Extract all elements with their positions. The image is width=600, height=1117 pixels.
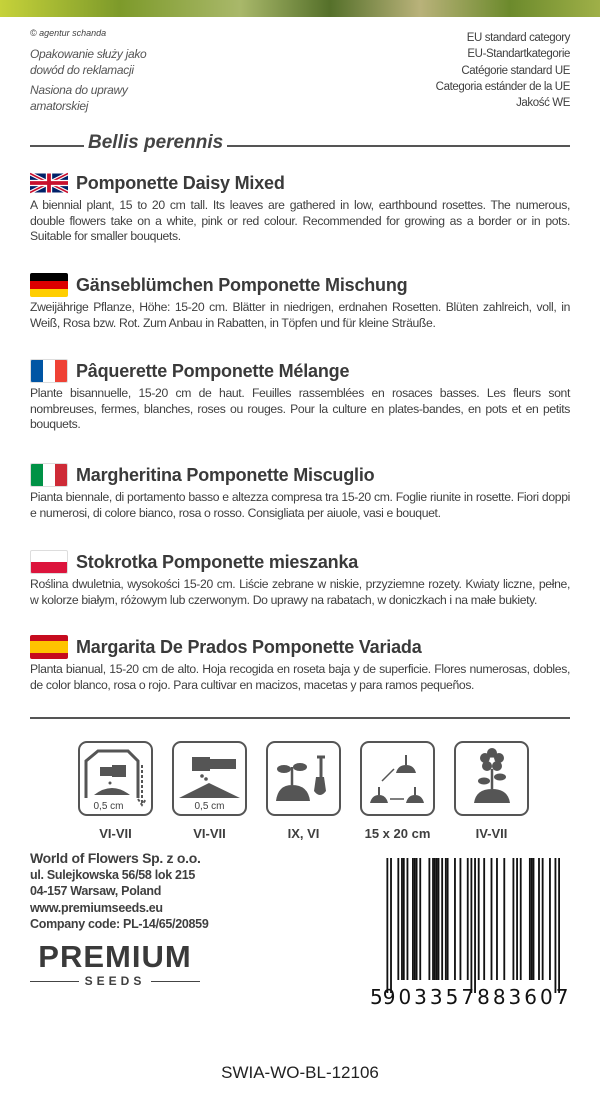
company-info — [30, 850, 208, 933]
barcode-bar — [533, 858, 535, 980]
premium-seeds-logo — [30, 940, 200, 988]
depth-label: 0,5 cm — [194, 801, 225, 812]
barcode-first-digit: 5 — [370, 985, 383, 1009]
barcode-bar — [460, 858, 462, 980]
barcode-bar — [414, 858, 416, 980]
barcode-bar — [483, 858, 485, 980]
icon-label: IX, VI — [287, 826, 320, 841]
barcode-bar — [491, 858, 493, 980]
barcode-bar — [416, 858, 418, 980]
section-text: Zweijährige Pflanze, Höhe: 15-20 cm. Blätter in niedrigen, erdnahen Rosetten. Blüten zahlreich, voll, in Weiß, Rosa bzw. Rot. Zum Anbau in Rabatten, in Töpfen und für kleine Sträuße. — [30, 300, 570, 330]
barcode-bar — [403, 858, 405, 980]
section-title: Margheritina Pomponette Miscuglio — [76, 464, 375, 485]
barcode-bar — [538, 858, 540, 980]
section-text: Plante bisannuelle, 15-20 cm de haut. Feuilles rassemblées en rosaces basses. Les fleurs sont nombreuses, fermes, blanches, roses ou rouges. Pour la culture en plates-bandes, en pots et en petits bouquets. — [30, 386, 570, 431]
barcode-bar — [447, 858, 449, 980]
eu-category-es: Categoria estánder de la UE — [435, 80, 570, 93]
section-fr — [30, 358, 570, 433]
barcode-bar — [516, 858, 518, 980]
barcode-bar — [558, 858, 560, 993]
icon-flowering — [454, 741, 529, 841]
barcode-bar — [496, 858, 498, 980]
section-text: Pianta biennale, di portamento basso e altezza compresa tra 15-20 cm. Foglie riunite in rosette. Fiori doppi e numerosi, di colore bianco, rosa o rosso. Consigliata per aiuole, vasi e bouquet. — [30, 490, 570, 520]
barcode-bar — [467, 858, 469, 980]
barcode-bar — [529, 858, 531, 980]
barcode-bar — [419, 858, 421, 980]
barcode-bar — [434, 858, 436, 980]
italian-flag-icon — [30, 463, 68, 487]
spanish-flag-icon — [30, 635, 68, 659]
icon-label: VI-VII — [99, 826, 132, 841]
barcode-bar — [407, 858, 409, 980]
icon-label: VI-VII — [193, 826, 226, 841]
logo-bottom: SEEDS — [84, 974, 146, 988]
barcode-bar — [555, 858, 557, 993]
eu-category-fr: Catégorie standard UE — [461, 64, 570, 77]
icon-planting-out — [266, 741, 341, 841]
barcode-bar — [438, 858, 440, 980]
section-text: Planta bianual, 15-20 cm de alto. Hoja recogida en roseta baja y de superficie. Flores numerosas, dobles, de color blanco, rosa o rojo. Para cultivar en macizos, macetas y para ramos pequeños. — [30, 662, 570, 692]
icon-label: 15 x 20 cm — [364, 826, 431, 841]
section-title: Stokrotka Pomponette mieszanka — [76, 551, 359, 572]
barcode-bar — [520, 858, 522, 980]
pl-note-2: dowód do reklamacji — [30, 63, 134, 77]
photo-credit: © agentur schanda — [30, 28, 107, 38]
icon-spacing — [360, 741, 435, 841]
depth-label: 0,5 cm — [93, 801, 124, 812]
flowering-icon — [454, 741, 529, 816]
barcode-bar — [478, 858, 480, 980]
icon-sowing-under-cover — [78, 741, 153, 841]
barcode-bar — [390, 858, 392, 993]
icon-label: IV-VII — [475, 826, 508, 841]
section-it — [30, 462, 570, 521]
french-flag-icon — [30, 359, 68, 383]
cultivation-icons — [78, 741, 529, 841]
barcode-bar — [441, 858, 443, 980]
barcode-bars — [370, 858, 560, 993]
section-title: Pomponette Daisy Mixed — [76, 172, 285, 193]
barcode-bar — [397, 858, 399, 980]
eu-category-en: EU standard category — [466, 32, 570, 44]
icon-sowing-outdoor — [172, 741, 247, 841]
barcode-bar — [436, 858, 438, 980]
product-code: SWIA-WO-BL-12106 — [221, 1063, 379, 1082]
section-title: Gänseblümchen Pomponette Mischung — [76, 274, 408, 295]
sowing-outdoor-icon — [172, 741, 247, 816]
pl-note-4: amatorskiej — [30, 99, 89, 113]
barcode-bar — [454, 858, 456, 980]
barcode-bar — [432, 858, 434, 980]
pl-note-1: Opakowanie służy jako — [30, 47, 147, 61]
barcode-left-digits: 903357 — [382, 985, 478, 1009]
company-street: ul. Sulejkowska 56/58 lok 215 — [30, 867, 196, 882]
barcode-bar — [445, 858, 447, 980]
eu-category-de: EU-Standartkategorie — [467, 48, 570, 61]
barcode-bar — [470, 858, 472, 993]
barcode-bar — [531, 858, 533, 980]
uk-flag-icon — [30, 171, 68, 195]
section-es — [30, 634, 570, 693]
barcode-bar — [549, 858, 551, 980]
barcode-bar — [513, 858, 515, 980]
section-en — [30, 170, 570, 245]
barcode-bar — [386, 858, 388, 993]
eu-category-pl: Jakość WE — [516, 97, 570, 110]
section-text: A biennial plant, 15 to 20 cm tall. Its leaves are gathered in low, earthbound rosettes. The numerous, double flowers take on a white, pink or red colour. Recommended for growing as a border or in pots. Suitable for smaller bouquets. — [30, 198, 570, 243]
section-pl — [30, 549, 570, 608]
section-text: Roślina dwuletnia, wysokości 15-20 cm. Liście zebrane w niskie, przyziemne rozety. Kwiaty liczne, pełne, w kolorze białym, różowym lub czerwonym. Do uprawy na rabatach, w doniczkach i na małe bukiety. — [30, 577, 570, 607]
barcode-right-digits: 883607 — [477, 985, 572, 1009]
header-photo-strip — [0, 0, 600, 17]
section-de — [30, 272, 570, 331]
barcode-bar — [401, 858, 403, 980]
sowing-under-cover-icon — [78, 741, 153, 816]
spacing-icon — [360, 741, 435, 816]
company-code: Company code: PL-14/65/20859 — [30, 917, 209, 931]
barcode-bar — [474, 858, 476, 993]
latin-name-heading — [30, 132, 570, 156]
latin-name: Bellis perennis — [84, 132, 227, 154]
barcode — [370, 858, 572, 1009]
section-title: Pâquerette Pomponette Mélange — [76, 360, 350, 381]
german-flag-icon — [30, 273, 68, 297]
pl-note-3: Nasiona do uprawy — [30, 83, 128, 97]
eu-category — [436, 30, 570, 111]
barcode-bar — [503, 858, 505, 980]
barcode-bar — [428, 858, 430, 980]
company-city: 04-157 Warsaw, Poland — [30, 884, 162, 898]
barcode-bar — [412, 858, 414, 980]
company-name: World of Flowers Sp. z o.o. — [30, 850, 201, 866]
planting-out-icon — [266, 741, 341, 816]
logo-top: PREMIUM — [38, 939, 192, 974]
company-website: www.premiumseeds.eu — [30, 900, 163, 915]
section-title: Margarita De Prados Pomponette Variada — [76, 636, 422, 657]
divider — [30, 717, 570, 719]
barcode-bar — [542, 858, 544, 980]
polish-flag-icon — [30, 550, 68, 574]
